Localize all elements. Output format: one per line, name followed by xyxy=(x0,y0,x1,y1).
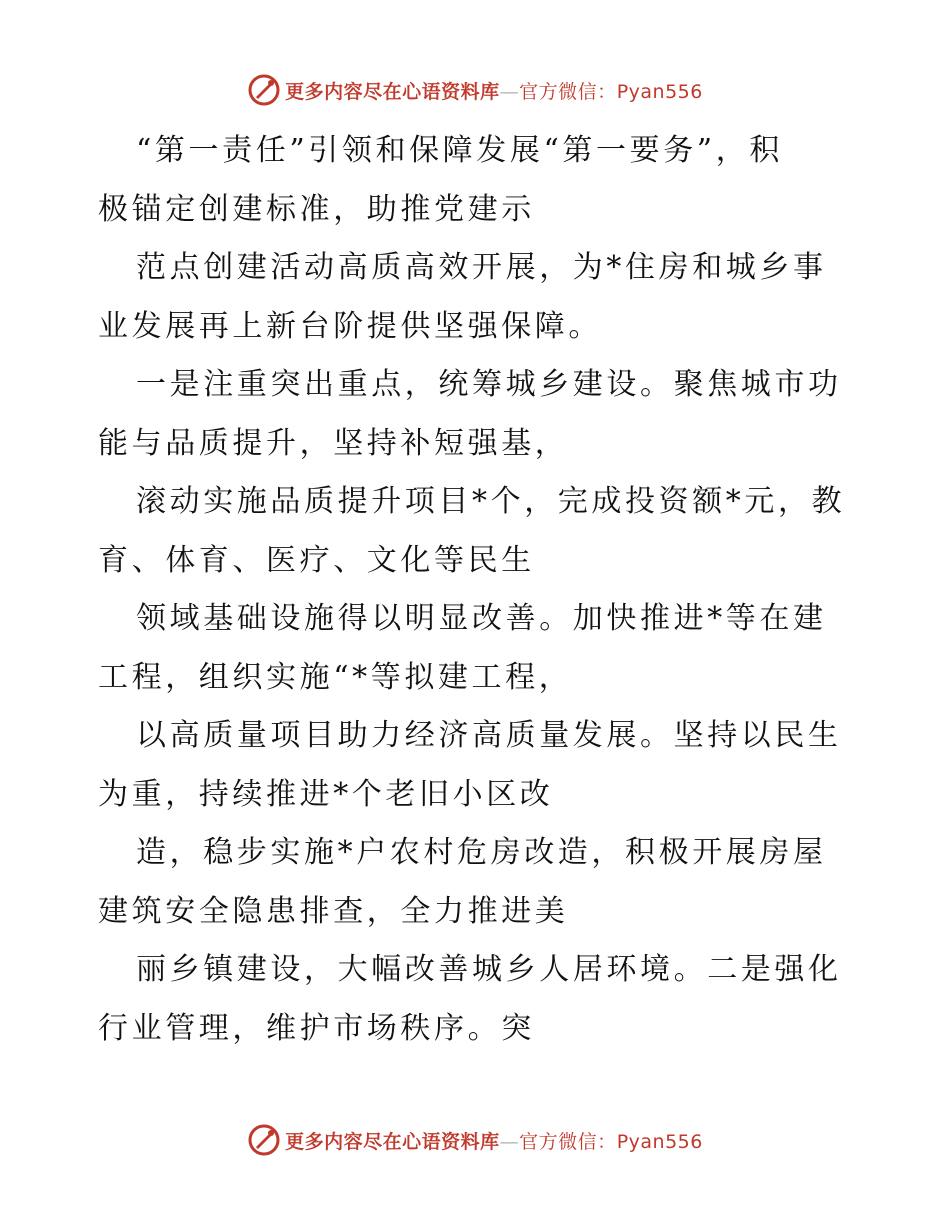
footer-sub-text: 官方微信： xyxy=(519,1130,617,1153)
body-line: 造，稳步实施*户农村危房改造，积极开展房屋 xyxy=(136,835,827,870)
header-sub-text: 官方微信： xyxy=(519,80,617,103)
footer-wechat-id: Pyan556 xyxy=(616,1130,703,1153)
body-line: “第一责任”引领和保障发展“第一要务”，积 xyxy=(136,133,783,168)
body-line: 一是注重突出重点，统筹城乡建设。聚焦城市功 xyxy=(136,367,842,402)
document-body xyxy=(98,122,858,1058)
body-line: 行业管理，维护市场秩序。突 xyxy=(98,1010,535,1046)
body-line: 范点创建活动高质高效开展，为*住房和城乡事 xyxy=(136,250,827,285)
footer-dash: — xyxy=(499,1130,520,1153)
logo-icon xyxy=(247,1123,281,1157)
footer-main-text: 更多内容尽在心语资料库 xyxy=(285,1130,500,1153)
logo-icon xyxy=(247,73,281,107)
body-line: 建筑安全隐患排查，全力推进美 xyxy=(98,893,569,929)
body-line: 育、体育、医疗、文化等民生 xyxy=(98,542,535,578)
header-text xyxy=(285,77,703,104)
body-line: 滚动实施品质提升项目*个，完成投资额*元，教 xyxy=(136,484,846,519)
body-line: 为重，持续推进*个老旧小区改 xyxy=(98,776,554,812)
header-main-text: 更多内容尽在心语资料库 xyxy=(285,80,500,103)
footer-text xyxy=(285,1127,703,1154)
body-line: 工程，组织实施“*等拟建工程， xyxy=(98,659,573,695)
body-line: 能与品质提升，坚持补短强基， xyxy=(98,425,569,461)
header-dash: — xyxy=(499,80,520,103)
body-line: 以高质量项目助力经济高质量发展。坚持以民生 xyxy=(136,718,842,753)
footer-banner xyxy=(0,1120,950,1160)
body-line: 丽乡镇建设，大幅改善城乡人居环境。二是强化 xyxy=(136,952,842,987)
body-line: 业发展再上新台阶提供坚强保障。 xyxy=(98,308,602,344)
body-line: 极锚定创建标准，助推党建示 xyxy=(98,191,535,227)
body-line: 领域基础设施得以明显改善。加快推进*等在建 xyxy=(136,601,827,636)
header-wechat-id: Pyan556 xyxy=(616,80,703,103)
header-banner xyxy=(0,70,950,110)
